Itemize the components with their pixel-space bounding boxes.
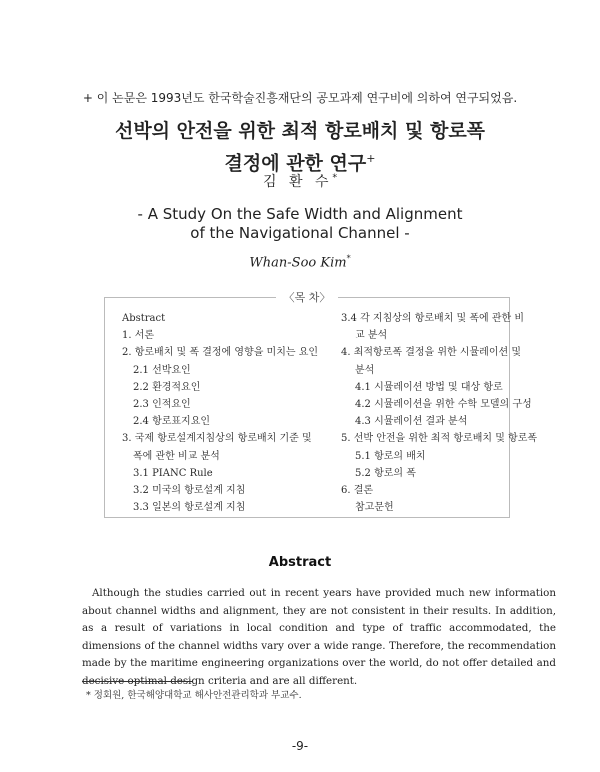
- paper-title-english: [0, 205, 600, 243]
- abstract-heading: Abstract: [268, 555, 332, 570]
- toc-item: 3.1 PIANC Rule: [133, 467, 213, 479]
- toc-item: 5.1 항로의 배치: [355, 450, 426, 462]
- paper-title-korean: [0, 118, 600, 177]
- title-english-line1: - A Study On the Safe Width and Alignment: [137, 205, 463, 223]
- title-korean-line1: 선박의 안전을 위한 최적 항로배치 및 항로폭: [114, 120, 486, 142]
- toc-item: 폭에 관한 비교 분석: [133, 450, 220, 462]
- toc-item: 5. 선박 안전을 위한 최적 항로배치 및 항로폭: [341, 433, 538, 445]
- title-korean-line2-text: 결정에 관한 연구: [224, 152, 367, 175]
- toc-item: 3.2 미국의 항로설계 지침: [133, 485, 246, 497]
- toc-item: 2.3 인적요인: [133, 399, 191, 411]
- toc-item: 2.1 선박요인: [133, 364, 191, 376]
- toc-item: 4.1 시뮬레이션 방법 및 대상 항로: [355, 381, 503, 393]
- author-korean-mark: *: [332, 173, 337, 184]
- toc-item: 참고문헌: [355, 502, 394, 514]
- funding-note: + 이 논문은 1993년도 한국학술진흥재단의 공모과제 연구비에 의하여 연구되었음.: [82, 91, 518, 105]
- author-korean-name: 김 환 수: [263, 174, 333, 190]
- toc-left-column: [122, 310, 317, 516]
- title-english-line2: of the Navigational Channel -: [190, 224, 410, 242]
- toc-item: 분석: [355, 364, 375, 376]
- toc-right-column: [341, 310, 538, 516]
- toc-heading-text: 〈목 차〉: [276, 291, 339, 304]
- toc-item: 3. 국제 항로설계지침상의 항로배치 기준 및: [122, 433, 312, 445]
- toc-item: 교 분석: [355, 330, 388, 342]
- toc-item: 2.2 환경적요인: [133, 381, 201, 393]
- toc-item: 3.4 각 지침상의 항로배치 및 폭에 관한 비: [341, 313, 525, 324]
- toc-item: 6. 결론: [341, 485, 374, 497]
- toc-item: 4.2 시뮬레이션을 위한 수학 모델의 구성: [355, 399, 532, 411]
- page-number: -9-: [291, 739, 309, 753]
- footnote-divider: [82, 681, 192, 682]
- author-english: [0, 254, 600, 270]
- table-of-contents: [104, 291, 538, 518]
- toc-item: 1. 서론: [122, 330, 155, 342]
- funding-mark: +: [366, 152, 376, 165]
- author-english-mark: *: [346, 254, 351, 263]
- toc-item: 5.2 항로의 폭: [355, 467, 416, 479]
- toc-item: 4. 최적항로폭 결정을 위한 시뮬레이션 및: [341, 347, 521, 359]
- toc-heading: [105, 289, 509, 305]
- footnote: * 정회원, 한국해양대학교 해사안전관리학과 부교수.: [86, 690, 302, 701]
- toc-item: 2. 항로배치 및 폭 결정에 영향을 미치는 요인: [122, 347, 319, 359]
- author-english-name: Whan-Soo Kim: [249, 255, 347, 271]
- toc-item: 3.3 일본의 항로설계 지침: [133, 502, 246, 514]
- toc-item: 4.3 시뮬레이션 결과 분석: [355, 416, 468, 428]
- toc-item: Abstract: [122, 313, 166, 324]
- toc-item: 2.4 항로표지요인: [133, 416, 211, 428]
- author-korean: [0, 171, 600, 191]
- abstract-body: Although the studies carried out in recent years have provided much new information about channel widths and alignment, they are not consistent in their results. In addition, as a result of variations in local condition and type of traffic accommodated, the dimensions of the channel widths vary over a wide range. Therefore, the recommendation made by the maritime engineering organizations over the world, do not offer detailed and decisive optimal design criteria and are all different.: [82, 587, 556, 687]
